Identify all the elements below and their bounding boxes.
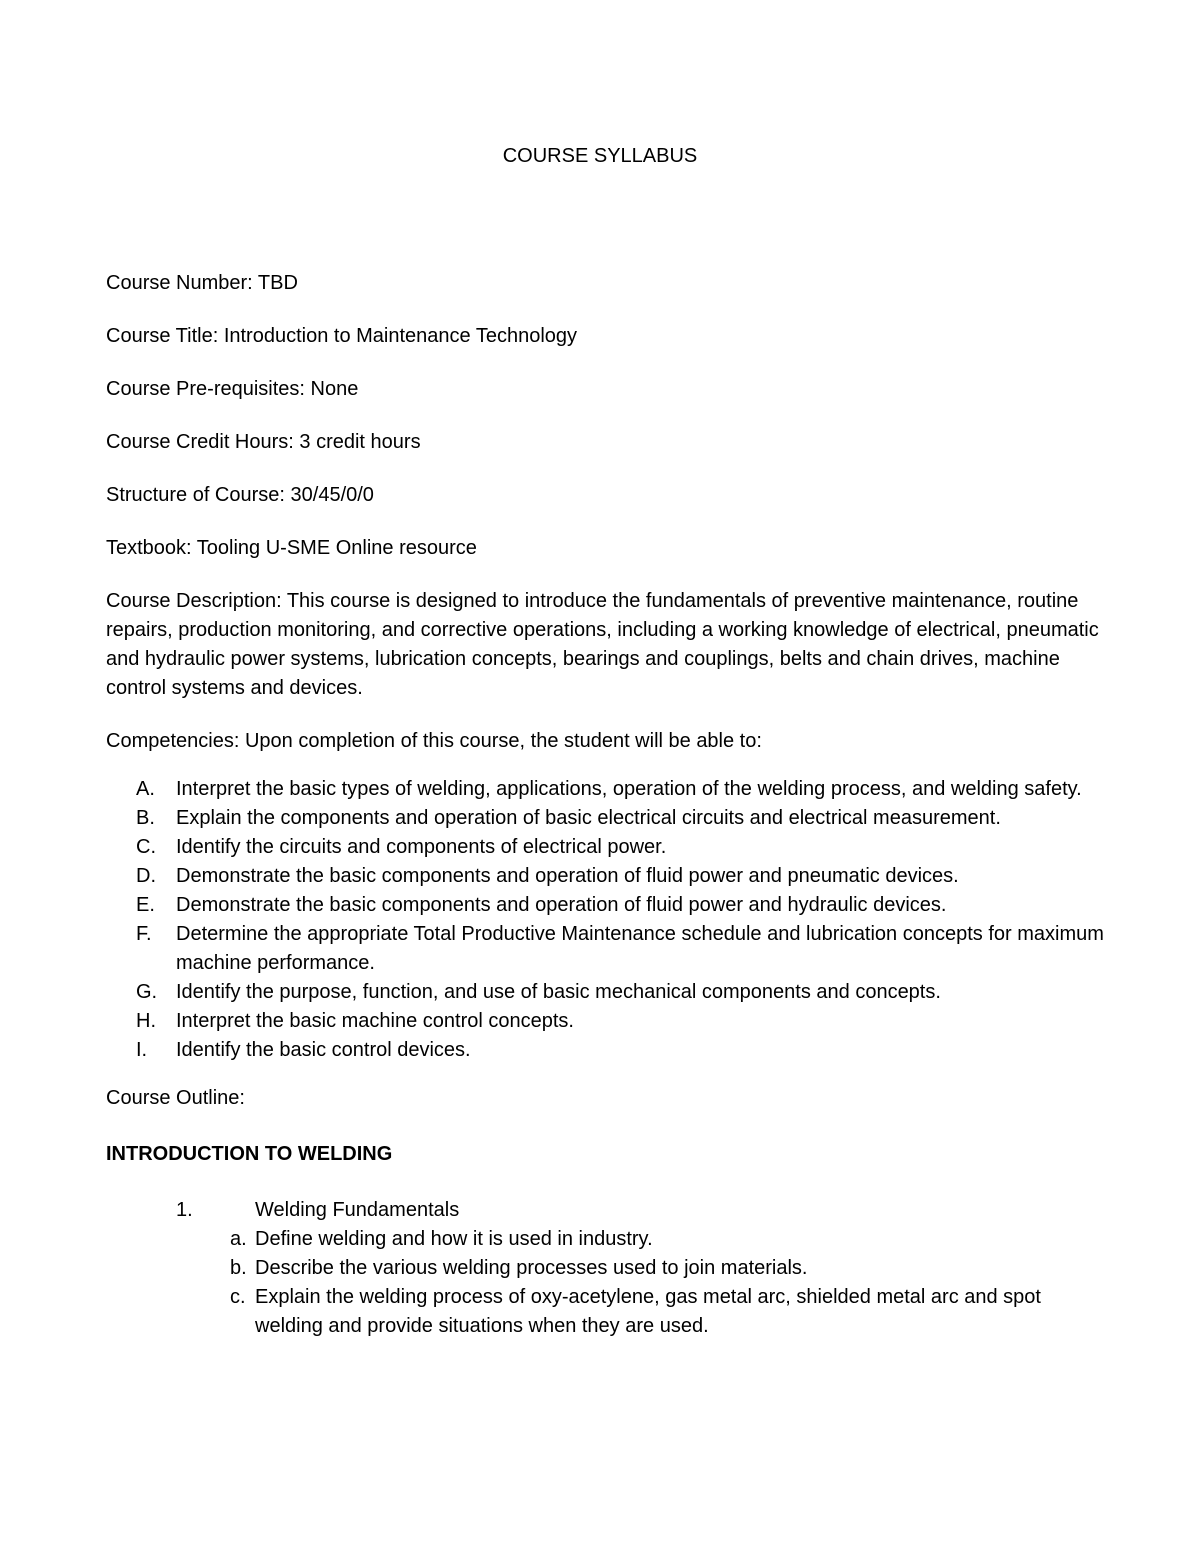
outline-item: [106, 1196, 1106, 1225]
competency-item: [106, 833, 1106, 862]
competency-marker: A.: [136, 778, 155, 800]
outline-subitem: [106, 1225, 1106, 1254]
subitem-text: Define welding and how it is used in industry.: [255, 1228, 653, 1250]
competency-marker: C.: [136, 836, 156, 858]
competency-marker: D.: [136, 865, 156, 887]
outline-subitem: [106, 1283, 1106, 1341]
competency-item: [106, 804, 1106, 833]
course-title-field: Course Title: Introduction to Maintenance Technology: [106, 325, 578, 347]
competency-text: Interpret the basic types of welding, applications, operation of the welding process, and welding safety.: [176, 778, 1082, 800]
competency-item: [106, 862, 1106, 891]
subitem-marker: a.: [230, 1228, 247, 1250]
competency-text: Demonstrate the basic components and operation of fluid power and pneumatic devices.: [176, 865, 959, 887]
competency-marker: G.: [136, 981, 158, 1003]
competency-text: Identify the basic control devices.: [176, 1039, 471, 1061]
competency-item: [106, 1007, 1106, 1036]
competency-item: [106, 978, 1106, 1007]
competency-marker: F.: [136, 923, 152, 945]
outline-subitems: [106, 1225, 1106, 1341]
competency-text: Explain the components and operation of basic electrical circuits and electrical measurement.: [176, 807, 1001, 829]
competency-text: Identify the purpose, function, and use of basic mechanical components and concepts.: [176, 981, 941, 1003]
course-number-field: Course Number: TBD: [106, 272, 298, 294]
outline-subitem: [106, 1254, 1106, 1283]
competency-item: [106, 775, 1106, 804]
competency-text: Demonstrate the basic components and operation of fluid power and hydraulic devices.: [176, 894, 947, 916]
course-structure-field: Structure of Course: 30/45/0/0: [106, 484, 374, 506]
competencies-intro: Competencies: Upon completion of this course, the student will be able to:: [106, 730, 762, 752]
textbook-field: Textbook: Tooling U-SME Online resource: [106, 537, 477, 559]
subitem-marker: c.: [230, 1286, 246, 1308]
competencies-list: [106, 775, 1106, 1065]
course-outline-label: Course Outline:: [106, 1087, 245, 1109]
competency-item: [106, 891, 1106, 920]
competency-text: Interpret the basic machine control concepts.: [176, 1010, 574, 1032]
competency-text: Identify the circuits and components of electrical power.: [176, 836, 667, 858]
document-title: COURSE SYLLABUS: [502, 145, 698, 167]
outline-number: 1.: [176, 1199, 193, 1221]
competency-marker: H.: [136, 1010, 156, 1032]
syllabus-content: [106, 140, 1106, 1341]
competency-item: [106, 920, 1106, 978]
outline-title: Welding Fundamentals: [255, 1199, 460, 1221]
section-heading: INTRODUCTION TO WELDING: [106, 1143, 393, 1165]
competency-item: [106, 1036, 1106, 1065]
competency-marker: E.: [136, 894, 155, 916]
competency-marker: I.: [136, 1039, 148, 1061]
course-credit-hours-field: Course Credit Hours: 3 credit hours: [106, 431, 421, 453]
subitem-marker: b.: [230, 1257, 247, 1279]
competency-marker: B.: [136, 807, 155, 829]
course-description: Course Description: This course is designed to introduce the fundamentals of preventive maintenance, routine repairs, production monitoring, and corrective operations, including a working knowledge of electrical, pneumatic and hydraulic power systems, lubrication concepts, bearings and couplings, belts and chain drives, machine control systems and devices.: [106, 590, 1099, 699]
subitem-text: Describe the various welding processes used to join materials.: [255, 1257, 808, 1279]
competency-text: Determine the appropriate Total Productive Maintenance schedule and lubrication concepts for maximum machine performance.: [176, 923, 1104, 974]
subitem-text: Explain the welding process of oxy-acetylene, gas metal arc, shielded metal arc and spot welding and provide situations when they are used.: [255, 1286, 1041, 1337]
course-prerequisites-field: Course Pre-requisites: None: [106, 378, 359, 400]
